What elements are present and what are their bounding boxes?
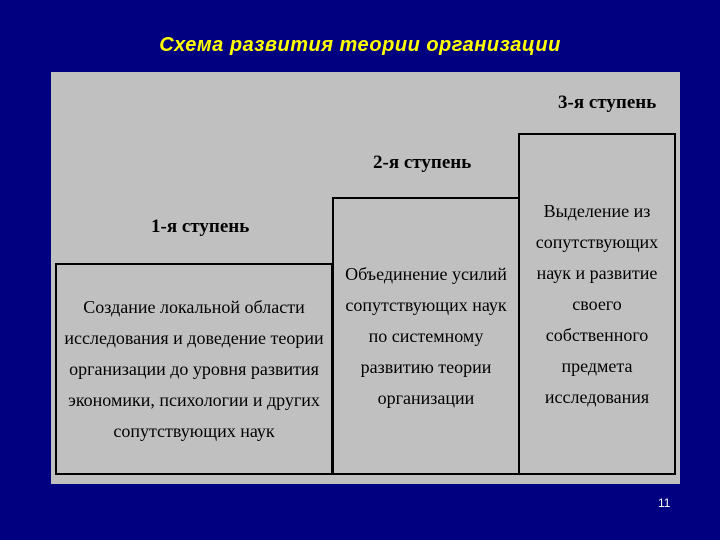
step-3-label: 3-я ступень: [558, 92, 657, 113]
step-1-text: Создание локальной области исследования и доведение теории организации до уровня развития экономики, психологии и других сопутствующих наук: [64, 296, 324, 441]
slide-title: Схема развития теории организации: [159, 34, 561, 56]
step-2-label: 2-я ступень: [373, 152, 472, 173]
step-2-box: [332, 197, 520, 475]
step-2-text: Объединение усилий сопутствующих наук по системному развитию теории организации: [345, 263, 507, 408]
page-number: 11: [658, 496, 671, 510]
staircase-diagram: [51, 72, 680, 484]
step-3-text: Выделение из сопутствующих наук и развитие своего собственного предмета исследования: [535, 200, 659, 407]
step-1-box: [55, 263, 333, 475]
step-1-label: 1-я ступень: [151, 216, 250, 237]
step-3-box: [518, 133, 676, 475]
